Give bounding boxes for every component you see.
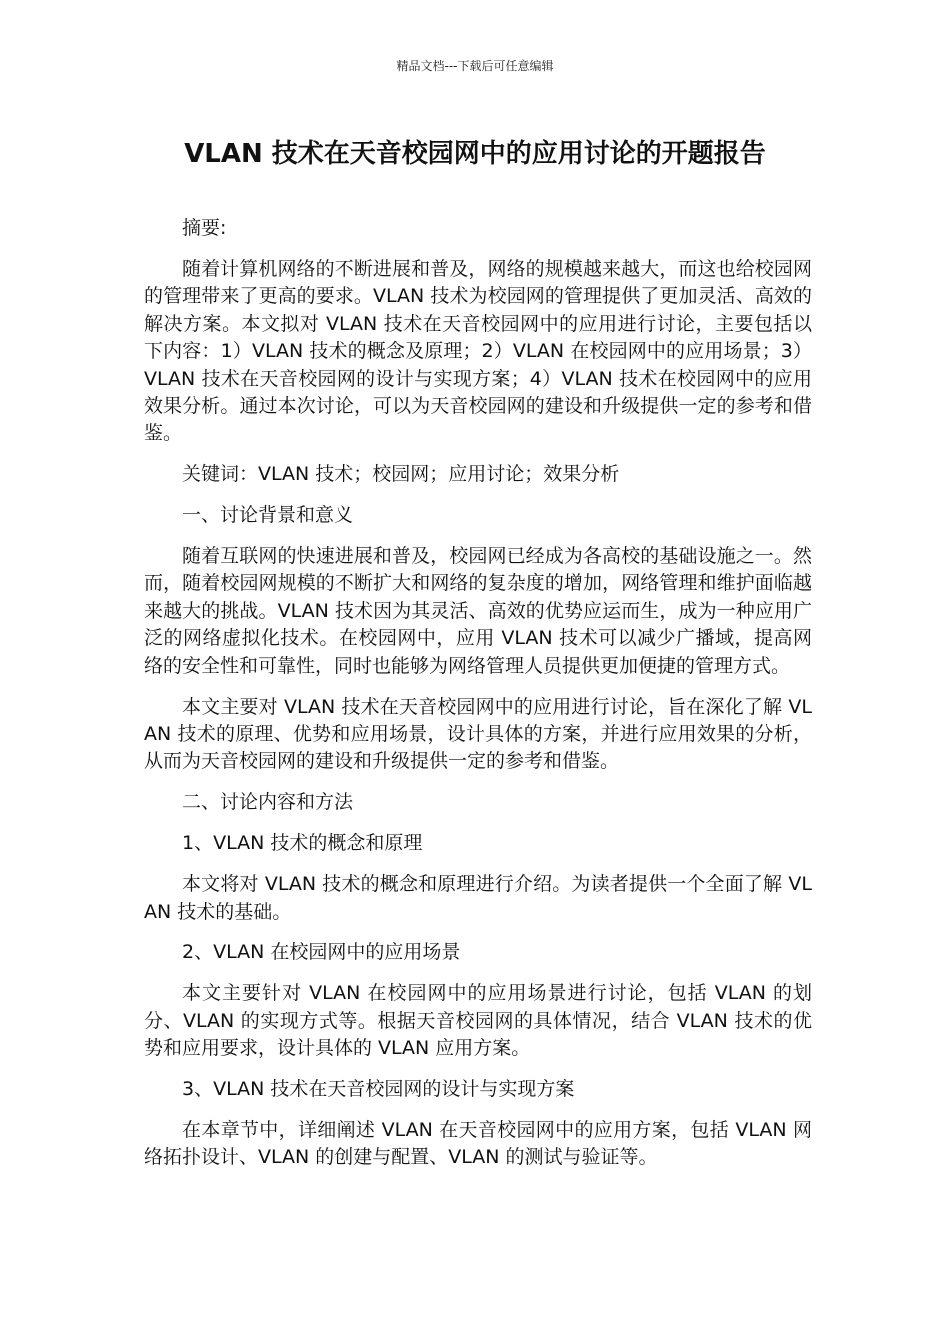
keywords: 关键词：VLAN 技术；校园网；应用讨论；效果分析 <box>182 463 620 486</box>
abstract-text: 随着计算机网络的不断进展和普及，网络的规模越来越大，而这也给校园网的管理带来了更高的要求。VLAN 技术为校园网的管理提供了更加灵活、高效的解决方案。本文拟对 VLAN 技术在天音校园网中的应用进行讨论，主要包括以下内容：1）VLAN 技术的概念及原理；2）VLAN 在校园网中的应用场景；3）VLAN 技术在天音校园网的设计与实现方案；4）VLAN 技术在校园网中的应用效果分析。通过本次讨论，可以为天音校园网的建设和升级提供一定的参考和借鉴。 <box>144 257 812 445</box>
subsection3-heading: 3、VLAN 技术在天音校园网的设计与实现方案 <box>182 1078 575 1101</box>
subsection3-text: 在本章节中，详细阐述 VLAN 在天音校园网中的应用方案，包括 VLAN 网络拓扑设计、VLAN 的创建与配置、VLAN 的测试与验证等。 <box>144 1118 812 1169</box>
document-title: VLAN 技术在天音校园网中的应用讨论的开题报告 <box>184 139 766 169</box>
section1-heading: 一、讨论背景和意义 <box>182 504 354 527</box>
abstract-label: 摘要: <box>182 217 227 239</box>
document-body <box>144 215 812 1185</box>
subsection1-text: 本文将对 VLAN 技术的概念和原理进行介绍。为读者提供一个全面了解 VLAN 技术的基础。 <box>144 873 812 923</box>
section2-heading: 二、讨论内容和方法 <box>182 791 354 814</box>
section1-paragraph-1: 随着互联网的快速进展和普及，校园网已经成为各高校的基础设施之一。然而，随着校园网规模的不断扩大和网络的复杂度的增加，网络管理和维护面临越来越大的挑战。VLAN 技术因为其灵活、高效的优势应运而生，成为一种应用广泛的网络虚拟化技术。在校园网中，应用 VLAN 技术可以减少广播域，提高网络的安全性和可靠性，同时也能够为网络管理人员提供更加便捷的管理方式。 <box>144 545 812 677</box>
subsection1-heading: 1、VLAN 技术的概念和原理 <box>182 832 423 855</box>
subsection2-heading: 2、VLAN 在校园网中的应用场景 <box>182 941 461 964</box>
subsection2-text: 本文主要针对 VLAN 在校园网中的应用场景进行讨论，包括 VLAN 的划分、VLAN 的实现方式等。根据天音校园网的具体情况，结合 VLAN 技术的优势和应用要求，设计具体的 VLAN 应用方案。 <box>144 982 812 1060</box>
section1-paragraph-2: 本文主要对 VLAN 技术在天音校园网中的应用进行讨论，旨在深化了解 VLAN 技术的原理、优势和应用场景，设计具体的方案，并进行应用效果的分析，从而为天音校园网的建设和升级提供一定的参考和借鉴。 <box>144 695 812 773</box>
header-note: 精品文档---下载后可任意编辑 <box>396 59 554 73</box>
